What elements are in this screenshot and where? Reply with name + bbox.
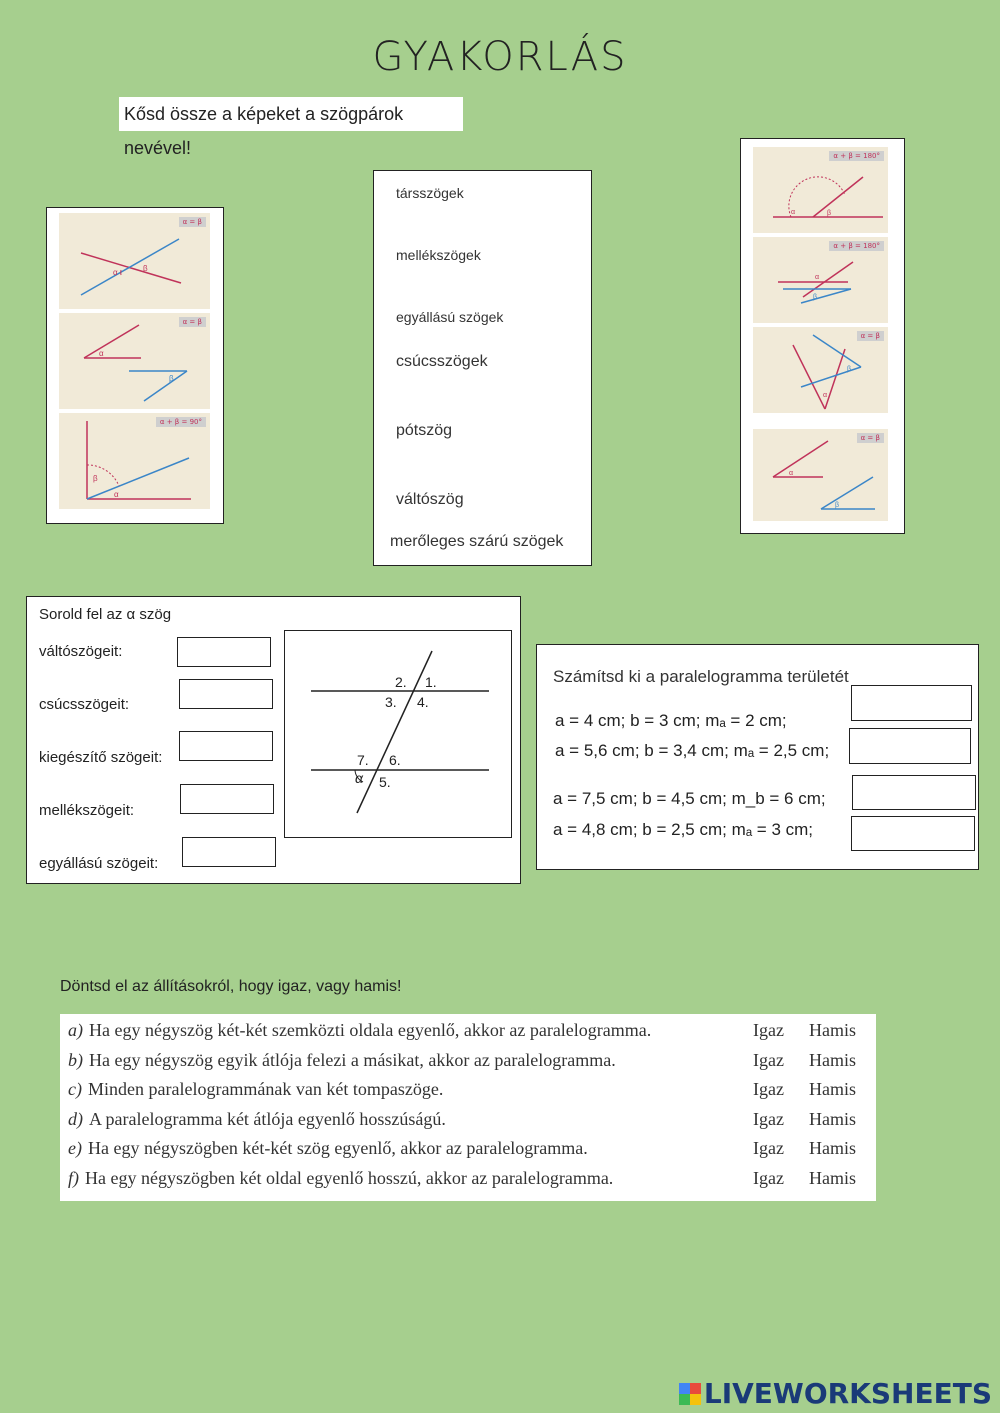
picture-tag: α + β = 180°	[829, 241, 884, 251]
area-row-4-input[interactable]	[851, 816, 975, 851]
area-row-2-input[interactable]	[849, 728, 971, 764]
statement-text: Ha egy négyszög két-két szemközti oldala egyenlő, akkor az paralelogramma.	[89, 1020, 652, 1040]
picture-perpendicular-sides[interactable]	[753, 327, 888, 413]
name-mellekszogek[interactable]: mellékszögek	[396, 247, 481, 263]
angle-6-label: 6.	[389, 752, 401, 768]
true-option[interactable]: Igaz	[753, 1138, 784, 1158]
picture-supplementary-1[interactable]	[753, 147, 888, 233]
picture-parallel-sides[interactable]	[59, 313, 210, 409]
beta-label: β	[827, 210, 832, 217]
area-heading: Számítsd ki a paralelogramma területét	[553, 667, 849, 686]
parallel-sides-figure-2	[753, 429, 888, 521]
angle-3-label: 3.	[385, 694, 397, 710]
statement-text: Ha egy négyszögben két oldal egyenlő hosszú, akkor az paralelogramma.	[85, 1167, 614, 1188]
angle-7-label: 7.	[357, 752, 369, 768]
statement-row	[68, 1109, 446, 1130]
statement-letter: f)	[68, 1167, 79, 1188]
angle-2-label: 2.	[395, 674, 407, 690]
area-row-1-input[interactable]	[851, 685, 972, 721]
alpha-label: α	[791, 209, 796, 216]
statement-row	[68, 1168, 613, 1189]
alpha-label: α	[815, 274, 820, 281]
complementary-figure	[59, 413, 210, 509]
beta-label: β	[847, 366, 852, 373]
label-egyallasu-szogeit: egyállású szögeit:	[39, 855, 159, 872]
logo-icon	[679, 1383, 701, 1405]
right-pictures-panel	[740, 138, 905, 534]
name-potszog[interactable]: pótszög	[396, 422, 453, 439]
input-csucsszogeit[interactable]	[179, 679, 273, 709]
picture-tag: α = β	[857, 331, 884, 341]
statement-letter: e)	[68, 1138, 82, 1158]
true-option[interactable]: Igaz	[753, 1020, 784, 1040]
truefalse-table	[60, 1014, 876, 1201]
label-kiegeszito-szogeit: kiegészítő szögeit:	[39, 749, 163, 766]
picture-tag: α + β = 90°	[156, 417, 206, 427]
false-option[interactable]: Hamis	[809, 1020, 856, 1040]
label-valtoszogeit: váltószögeit:	[39, 643, 123, 660]
beta-label: β	[813, 294, 818, 301]
transversal-figure	[285, 631, 510, 836]
perpendicular-sides-figure	[753, 327, 888, 413]
beta-label: β	[835, 502, 840, 509]
angle-5-label: 5.	[379, 774, 391, 790]
page-title: GYAKORLÁS	[372, 34, 628, 80]
truefalse-instruction: Döntsd el az állításokról, hogy igaz, vagy hamis!	[60, 978, 402, 995]
beta-label: β	[169, 374, 174, 383]
picture-vertical-angles[interactable]	[59, 213, 210, 309]
angle-1-label: 1.	[425, 674, 437, 690]
logo-text: LIVEWORKSHEETS	[703, 1377, 992, 1410]
statement-text: Ha egy négyszögben két-két szög egyenlő, akkor az paralelogramma.	[87, 1138, 588, 1158]
true-option[interactable]: Igaz	[753, 1079, 784, 1099]
angle-names-panel	[373, 170, 592, 566]
supplementary-figure-2	[753, 237, 888, 323]
beta-label: β	[143, 264, 148, 273]
true-option[interactable]: Igaz	[753, 1108, 784, 1129]
true-option[interactable]: Igaz	[753, 1049, 784, 1070]
statement-letter: c)	[68, 1079, 82, 1099]
parallel-sides-figure	[59, 313, 210, 409]
alpha-label: α	[113, 268, 118, 277]
vertical-angles-figure	[59, 213, 210, 309]
picture-complementary[interactable]	[59, 413, 210, 509]
list-angles-panel	[26, 596, 521, 884]
picture-parallel-sides-2[interactable]	[753, 429, 888, 521]
label-csucsszogeit: csúcsszögeit:	[39, 696, 130, 713]
false-option[interactable]: Hamis	[809, 1049, 856, 1070]
statement-letter: b)	[68, 1049, 83, 1070]
liveworksheets-logo	[679, 1377, 992, 1410]
area-row-1-text: a = 4 cm; b = 3 cm; mₐ = 2 cm;	[555, 711, 787, 730]
true-option[interactable]: Igaz	[753, 1167, 784, 1188]
label-mellekszogeit: mellékszögeit:	[39, 802, 135, 819]
input-valtoszogeit[interactable]	[177, 637, 271, 667]
left-pictures-panel	[46, 207, 224, 524]
statement-letter: d)	[68, 1108, 83, 1129]
area-row-3-input[interactable]	[852, 775, 976, 810]
statement-row	[68, 1050, 616, 1071]
supplementary-figure-1	[753, 147, 888, 233]
statement-text: Ha egy négyszög egyik átlója felezi a másikat, akkor az paralelogramma.	[89, 1049, 616, 1070]
picture-tag: α = β	[179, 317, 206, 327]
angle-4-label: 4.	[417, 694, 429, 710]
picture-tag: α = β	[857, 433, 884, 443]
area-row-4-text: a = 4,8 cm; b = 2,5 cm; mₐ = 3 cm;	[553, 820, 814, 839]
false-option[interactable]: Hamis	[809, 1167, 856, 1188]
name-merooleges-szaru[interactable]: merőleges szárú szögek	[390, 533, 564, 550]
false-option[interactable]: Hamis	[809, 1079, 856, 1099]
alpha-label: α	[789, 470, 794, 477]
alpha-label: α	[114, 490, 119, 499]
statement-row	[68, 1138, 588, 1159]
statement-row	[68, 1079, 443, 1100]
input-egyallasu-szogeit[interactable]	[182, 837, 276, 867]
name-csucsszogek[interactable]: csúcsszögek	[396, 353, 488, 370]
name-valtoszog[interactable]: váltószög	[396, 491, 464, 508]
statement-letter: a)	[68, 1020, 83, 1040]
alpha-label: α	[823, 392, 828, 399]
statement-row	[68, 1020, 651, 1041]
angle-alpha-label: α	[355, 770, 363, 786]
input-mellekszogeit[interactable]	[180, 784, 274, 814]
picture-tag: α + β = 180°	[829, 151, 884, 161]
area-row-2-text: a = 5,6 cm; b = 3,4 cm; mₐ = 2,5 cm;	[555, 741, 830, 760]
statement-text: A paralelogramma két átlója egyenlő hosszúságú.	[89, 1108, 446, 1129]
name-egyallasu-szogek[interactable]: egyállású szögek	[396, 309, 504, 325]
picture-supplementary-2[interactable]	[753, 237, 888, 323]
area-panel	[536, 644, 979, 870]
false-option[interactable]: Hamis	[809, 1138, 856, 1158]
angles-figure-frame	[284, 630, 512, 838]
statement-text: Minden paralelogrammának van két tompaszöge.	[87, 1079, 444, 1099]
picture-tag: α = β	[179, 217, 206, 227]
alpha-label: α	[99, 349, 104, 358]
false-option[interactable]: Hamis	[809, 1108, 856, 1129]
name-tarsszogek[interactable]: társszögek	[396, 185, 464, 201]
area-row-3-text: a = 7,5 cm; b = 4,5 cm; m_b = 6 cm;	[553, 789, 826, 808]
match-instruction: Kősd össze a képeket a szögpárok nevével!	[119, 97, 463, 131]
beta-label: β	[93, 474, 98, 483]
input-kiegeszito-szogeit[interactable]	[179, 731, 273, 761]
list-heading: Sorold fel az α szög	[39, 606, 172, 623]
